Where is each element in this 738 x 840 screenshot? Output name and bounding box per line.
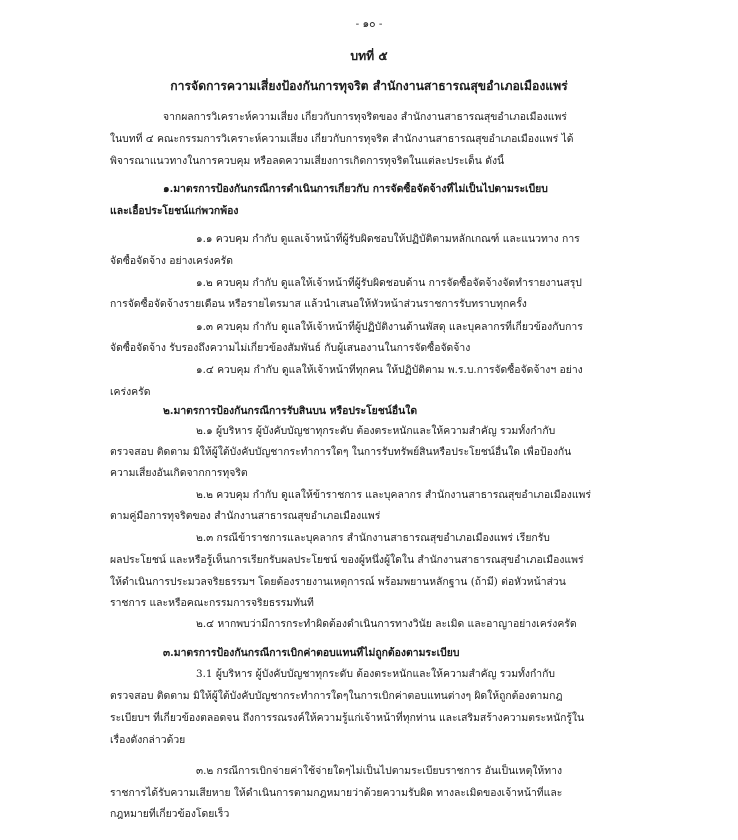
section1-line: จัดซื้อจัดจ้าง รับรองถึงความไม่เกี่ยวข้องสัมพันธ์ กับผู้เสนองานในการจัดซื้อจัดจ้าง — [110, 342, 471, 354]
section1-line: ๑.๑ ควบคุม กำกับ ดูแลเจ้าหน้าที่ผู้รับผิดชอบให้ปฏิบัติตามหลักเกณฑ์ และแนวทาง การ — [196, 233, 580, 245]
section1-line: จัดซื้อจัดจ้าง อย่างเคร่งครัด — [110, 255, 233, 267]
section2-line: ๒.๔ หากพบว่ามีการกระทำผิดต้องดำเนินการทางวินัย ละเมิด และอาญาอย่างเคร่งครัด — [196, 618, 577, 630]
section3-line: ๓.๒ กรณีการเบิกจ่ายค่าใช้จ่ายใดๆไม่เป็นไปตามระเบียบราชการ อันเป็นเหตุให้ทาง — [196, 765, 563, 777]
section2-line: ตามคู่มือการทุจริตของ สำนักงานสาธารณสุขอำเภอเมืองแพร่ — [110, 510, 381, 522]
section3-line: ระเบียบฯ ที่เกี่ยวข้องตลอดจน ถึงการรณรงค์ให้ความรู้แก่เจ้าหน้าที่ทุกท่าน และเสริมสร้างความตระหนักรู้ใน — [110, 712, 585, 724]
section2-line: ผลประโยชน์ และหรือรู้เห็นการเรียกรับผลประโยชน์ ของผู้หนึ่งผู้ใดใน สำนักงานสาธารณสุขอำเภอเมืองแพร่ — [110, 554, 584, 566]
section2-line: ตรวจสอบ ติดตาม มิให้ผู้ใต้บังคับบัญชากระทำการใดๆ ในการรับทรัพย์สินหรือประโยชน์อื่นใด เพื่อป้องกัน — [110, 446, 572, 458]
intro-line: ในบทที่ ๔ คณะกรรมการวิเคราะห์ความเสี่ยง เกี่ยวกับการทุจริต สำนักงานสาธารณสุขอำเภอเมืองแพร่ ได้ — [110, 133, 574, 145]
page-title: การจัดการความเสี่ยงป้องกันการทุจริต สำนักงานสาธารณสุขอำเภอเมืองแพร่ — [170, 79, 568, 93]
section2-line: ๒.๓ กรณีข้าราชการและบุคลากร สำนักงานสาธารณสุขอำเภอเมืองแพร่ เรียกรับ — [196, 532, 550, 544]
section3-line: เรื่องดังกล่าวด้วย — [110, 734, 186, 746]
section2-line: ๒.๑ ผู้บริหาร ผู้บังคับบัญชาทุกระดับ ต้องตระหนักและให้ความสำคัญ รวมทั้งกำกับ — [196, 425, 556, 437]
section2-line: ความเสี่ยงอันเกิดจากการทุจริต — [110, 467, 248, 479]
section1-line: ๑.๒ ควบคุม กำกับ ดูแลให้เจ้าหน้าที่ผู้รับผิดชอบด้าน การจัดซื้อจัดจ้างจัดทำรายงานสรุป — [196, 277, 582, 289]
section2-heading: ๒.มาตรการป้องกันกรณีการรับสินบน หรือประโยชน์อื่นใด — [163, 405, 418, 417]
chapter-heading: บทที่ ๕ — [350, 49, 388, 63]
page-number: - ๑๐ - — [355, 18, 383, 30]
section2-line: ราชการ และหรือคณะกรรมการจริยธรรมทันที — [110, 597, 314, 609]
section1-line: ๑.๔ ควบคุม กำกับ ดูแลให้เจ้าหน้าที่ทุกคน ให้ปฏิบัติตาม พ.ร.บ.การจัดซื้อจัดจ้างฯ อย่าง — [196, 364, 583, 376]
section3-line: ราชการได้รับความเสียหาย ให้ดำเนินการตามกฎหมายว่าด้วยความรับผิด ทางละเมิดของเจ้าหน้าที่และ — [110, 787, 563, 799]
section2-line: ให้ดำเนินการประมวลจริยธรรมฯ โดยต้องรายงานเหตุการณ์ พร้อมพยานหลักฐาน (ถ้ามี) ต่อหัวหน้าส่วน — [110, 576, 566, 588]
section3-heading: ๓.มาตรการป้องกันกรณีการเบิกค่าตอบแทนที่ไม่ถูกต้องตามระเบียบ — [163, 647, 460, 659]
section1-line: การจัดซื้อจัดจ้างรายเดือน หรือรายไตรมาส แล้วนำเสนอให้หัวหน้าส่วนราชการรับทราบทุกครั้ง — [110, 298, 527, 310]
section2-line: ๒.๒ ควบคุม กำกับ ดูแลให้ข้าราชการ และบุคลากร สำนักงานสาธารณสุขอำเภอเมืองแพร่ — [196, 489, 591, 501]
section1-heading: ๑.มาตรการป้องกันกรณีการดำเนินการเกี่ยวกับ การจัดซื้อจัดจ้างที่ไม่เป็นไปตามระเบียบ — [163, 183, 548, 195]
intro-line: พิจารณาแนวทางในการควบคุม หรือลดความเสี่ยงการเกิดการทุจริตในแต่ละประเด็น ดังนี้ — [110, 155, 505, 167]
section1-heading: และเอื้อประโยชน์แก่พวกพ้อง — [110, 205, 239, 217]
intro-line: จากผลการวิเคราะห์ความเสี่ยง เกี่ยวกับการทุจริตของ สำนักงานสาธารณสุขอำเภอเมืองแพร่ — [163, 111, 567, 123]
section1-line: ๑.๓ ควบคุม กำกับ ดูแลให้เจ้าหน้าที่ผู้ปฏิบัติงานด้านพัสดุ และบุคลากรที่เกี่ยวข้องกับการ — [196, 321, 583, 333]
section3-line: กฎหมายที่เกี่ยวข้องโดยเร็ว — [110, 808, 230, 820]
section3-line: 3.1 ผู้บริหาร ผู้บังคับบัญชาทุกระดับ ต้องตระหนักและให้ความสำคัญ รวมทั้งกำกับ — [196, 668, 555, 680]
section1-line: เคร่งครัด — [110, 386, 151, 398]
section3-line: ตรวจสอบ ติดตาม มิให้ผู้ใต้บังคับบัญชากระทำการใดๆในการเบิกค่าตอบแทนต่างๆ ผิดให้ถูกต้องตามกฎ — [110, 690, 563, 702]
